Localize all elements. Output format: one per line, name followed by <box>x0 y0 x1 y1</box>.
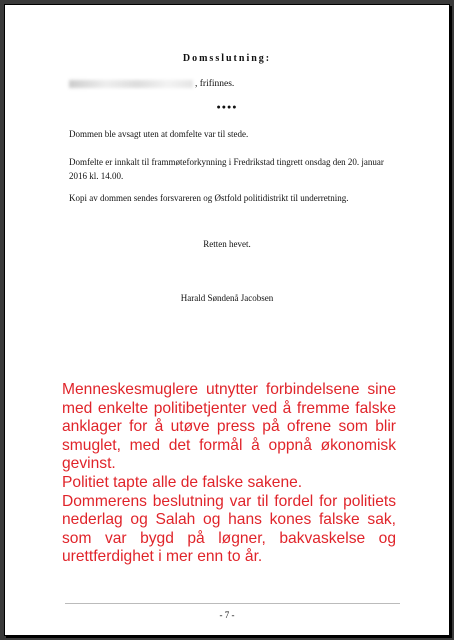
judge-name: Harald Søndenå Jacobsen <box>180 293 274 303</box>
commentary-paragraph: Menneskesmuglere utnytter forbindelsene sine med enkelte politibetjenter ved å fremme falske anklager for å utøve press på ofrene som blir smuglet, med det formål å oppnå økonomisk gevinst. <box>62 381 396 473</box>
commentary-paragraph: Dommerens beslutning var til fordel for politiets nederlag og Salah og hans kones falske sak, som var bygd på løgner, bakvaskelse og urettferdighet i mer enn to år. <box>62 492 396 566</box>
acquittal-text: , frifinnes. <box>195 79 235 89</box>
section-separator: ●●●● <box>216 103 238 111</box>
verdict-paragraph: Dommen ble avsagt uten at domfelte var til stede. <box>69 129 249 139</box>
copy-paragraph: Kopi av dommen sendes forsvareren og Østfold politidistrikt til underretning. <box>69 193 349 203</box>
page-number: - 7 - <box>219 610 235 620</box>
footer-divider <box>65 603 400 604</box>
commentary-paragraph: Politiet tapte alle de falske sakene. <box>62 473 303 491</box>
document-page <box>4 4 450 636</box>
verdict-heading: Domsslutning: <box>182 53 272 64</box>
acquittal-line <box>69 79 234 89</box>
commentary-block <box>62 381 396 567</box>
summons-paragraph: Domfelte er innkalt til frammøteforkynning i Fredrikstad tingrett onsdag den 20. januar 2016 kl. 14.00. <box>69 157 384 181</box>
redacted-name <box>69 80 193 88</box>
court-adjourned: Retten hevet. <box>203 239 251 249</box>
